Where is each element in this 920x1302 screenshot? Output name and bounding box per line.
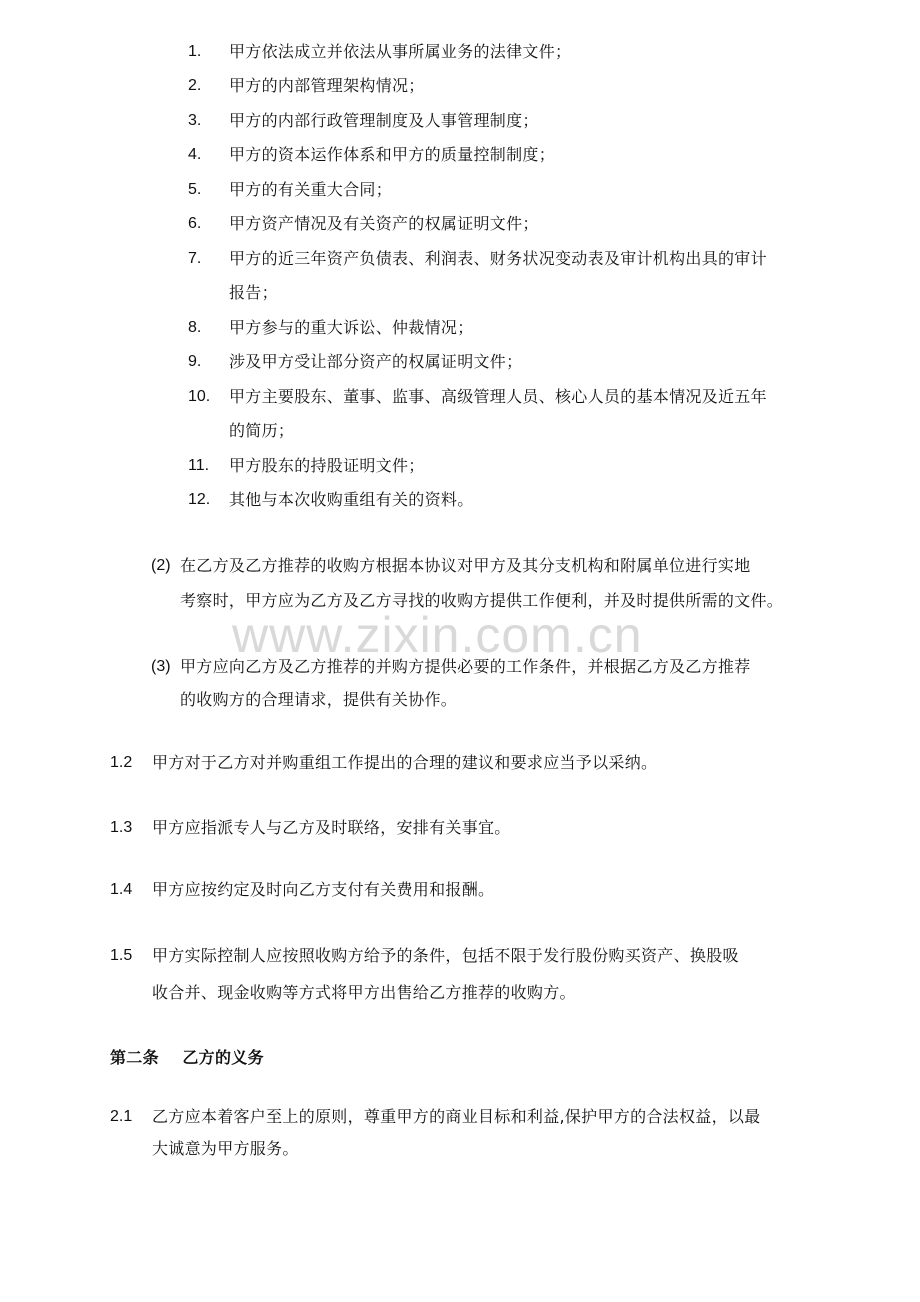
list-item-number: 9.: [188, 353, 202, 370]
sub-item-number: (2): [151, 557, 171, 574]
list-item-text: 甲方的资本运作体系和甲方的质量控制制度；: [229, 145, 556, 164]
list-item-number: 6.: [188, 215, 202, 232]
list-item-text: 甲方的近三年资产负债表、利润表、财务状况变动表及审计机构出具的审计: [229, 249, 767, 268]
section-heading: 第二条 乙方的义务: [110, 1048, 264, 1067]
clause-text: 乙方应本着客户至上的原则，尊重甲方的商业目标和利益,保护甲方的合法权益，以最: [152, 1107, 761, 1126]
list-item-number: 4.: [188, 146, 202, 163]
list-item-text-continued: 报告；: [229, 283, 278, 302]
sub-item-text: 甲方应向乙方及乙方推荐的并购方提供必要的工作条件，并根据乙方及乙方推荐: [180, 657, 751, 676]
list-item-text: 甲方股东的持股证明文件；: [229, 456, 425, 475]
clause-text-continued: 收合并、现金收购等方式将甲方出售给乙方推荐的收购方。: [152, 983, 576, 1002]
list-item-number: 7.: [188, 250, 202, 267]
clause-text: 甲方实际控制人应按照收购方给予的条件，包括不限于发行股份购买资产、换股吸: [152, 946, 739, 965]
clause-text-continued: 大诚意为甲方服务。: [152, 1139, 299, 1158]
list-item-number: 8.: [188, 319, 202, 336]
list-item-text: 涉及甲方受让部分资产的权属证明文件；: [229, 352, 523, 371]
list-item-text-continued: 的简历；: [229, 421, 295, 440]
clause-number: 1.4: [110, 881, 133, 898]
list-item-number: 5.: [188, 181, 202, 198]
list-item-number: 10.: [188, 388, 211, 405]
list-item-text: 甲方的有关重大合同；: [229, 180, 393, 199]
clause-text: 甲方对于乙方对并购重组工作提出的合理的建议和要求应当予以采纳。: [152, 753, 658, 772]
list-item-text: 甲方依法成立并依法从事所属业务的法律文件；: [229, 42, 572, 61]
clause-number: 1.3: [110, 819, 133, 836]
clause-number: 1.2: [110, 754, 133, 771]
clause-number: 1.5: [110, 947, 133, 964]
list-item-number: 11.: [188, 457, 210, 474]
clause-number: 2.1: [110, 1108, 133, 1125]
sub-item-text-continued: 考察时，甲方应为乙方及乙方寻找的收购方提供工作便利，并及时提供所需的文件。: [180, 591, 784, 610]
list-item-number: 12.: [188, 491, 211, 508]
watermark: www.zixin.com.cn: [232, 607, 643, 663]
sub-item-text-continued: 的收购方的合理请求，提供有关协作。: [180, 690, 458, 709]
clause-text: 甲方应按约定及时向乙方支付有关费用和报酬。: [152, 880, 495, 899]
sub-item-number: (3): [151, 658, 171, 675]
list-item-number: 1.: [188, 43, 202, 60]
list-item-text: 甲方的内部行政管理制度及人事管理制度；: [229, 111, 539, 130]
list-item-text: 甲方主要股东、董事、监事、高级管理人员、核心人员的基本情况及近五年: [229, 387, 767, 406]
list-item-text: 甲方的内部管理架构情况；: [229, 76, 425, 95]
sub-item-text: 在乙方及乙方推荐的收购方根据本协议对甲方及其分支机构和附属单位进行实地: [180, 556, 751, 575]
list-item-number: 3.: [188, 112, 202, 129]
list-item-number: 2.: [188, 77, 202, 94]
clause-text: 甲方应指派专人与乙方及时联络，安排有关事宜。: [152, 818, 511, 837]
list-item-text: 甲方资产情况及有关资产的权属证明文件；: [229, 214, 539, 233]
list-item-text: 其他与本次收购重组有关的资料。: [229, 490, 474, 509]
list-item-text: 甲方参与的重大诉讼、仲裁情况；: [229, 318, 474, 337]
